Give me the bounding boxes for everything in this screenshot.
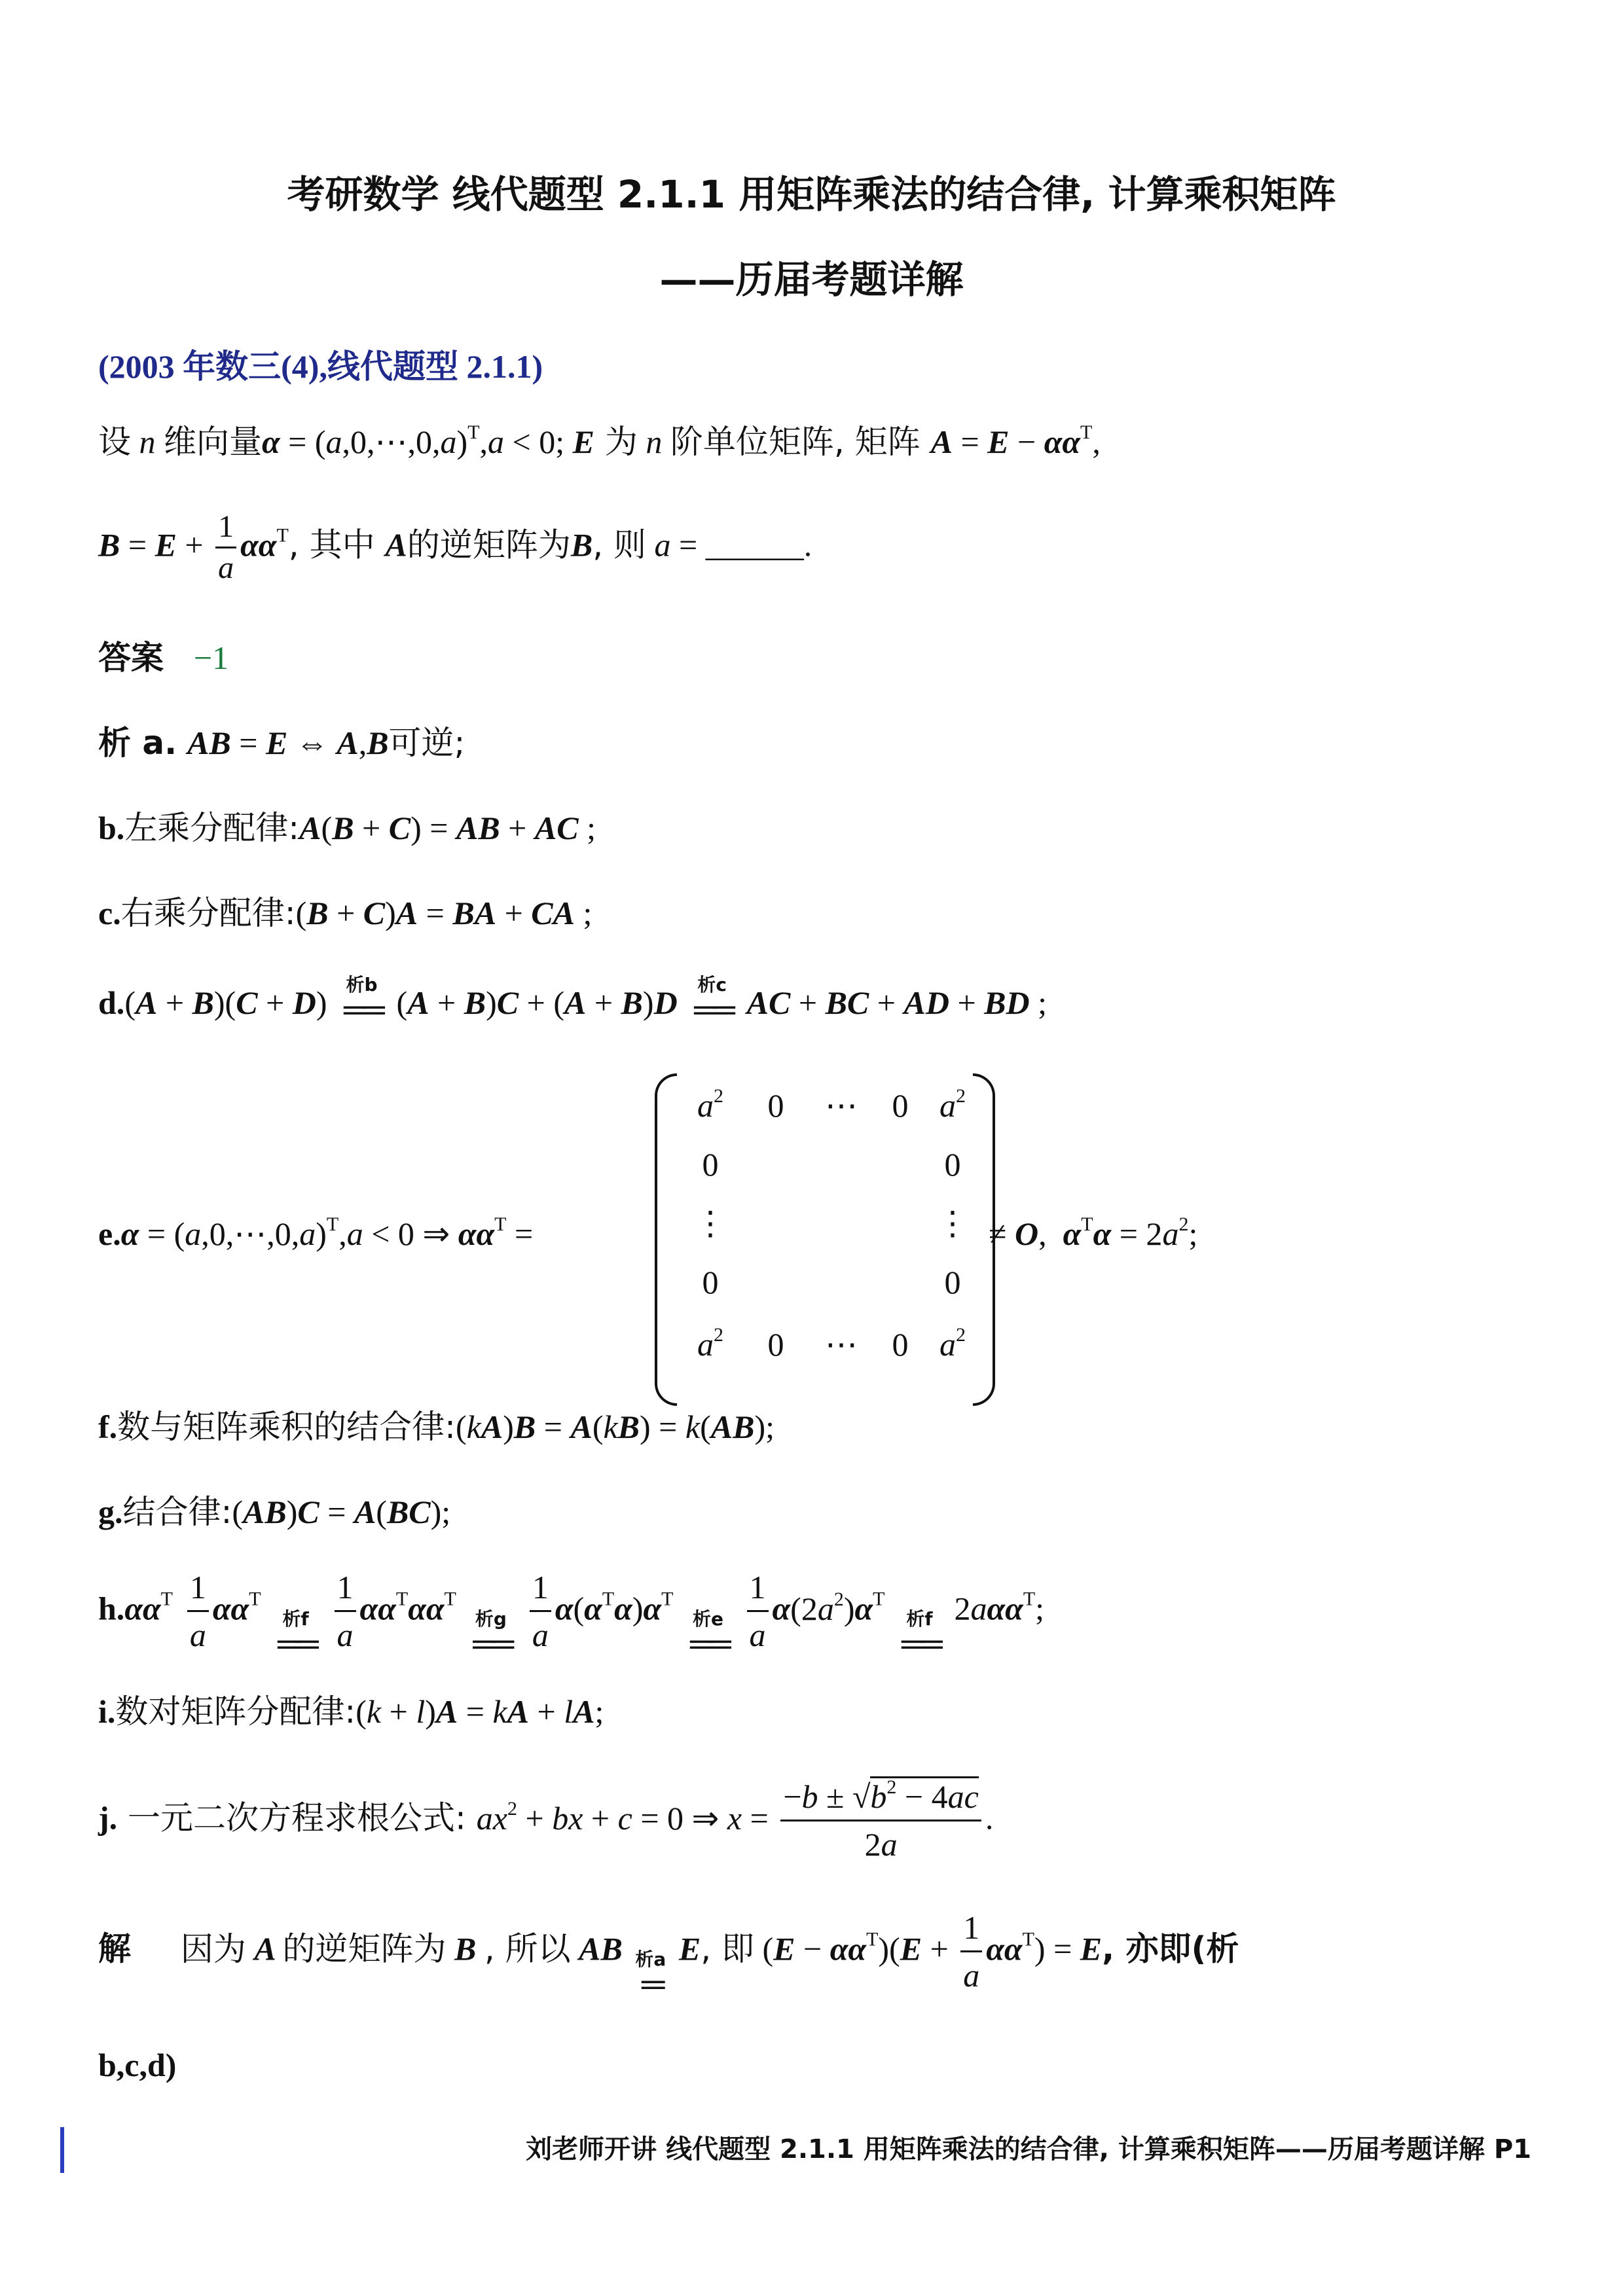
analysis-e: e.α = (a,0,⋯,0,a)$^T$,a < 0 ⇒ $\alpha\alpha^T$ = [98, 1213, 534, 1252]
problem-line-2: B = E + $\frac{1}{a}$ $\alpha\alpha^T$, 其中 A的逆矩阵为B, 则 a = ______. [98, 507, 812, 588]
solution-line-2: b,c,d) [98, 2047, 177, 2083]
analysis-e-tail: ≠ O, $\alpha^T\alpha = 2a^2$; [989, 1213, 1198, 1252]
analysis-d: d.(A + B)(C + D) 析b ══ (A + B)C + (A + B)D 析c ══ AC + BC + AD + BD ; [98, 974, 1048, 1028]
page-footer: 刘老师开讲 线代题型 2.1.1 用矩阵乘法的结合律, 计算乘积矩阵——历届考题详解 P1 [526, 2134, 1531, 2164]
analysis-b: b.左乘分配律:A(B + C) = AB + AC ; [98, 809, 596, 847]
answer-label: 答案 [98, 639, 164, 677]
page-title: 考研数学 线代题型 2.1.1 用矩阵乘法的结合律, 计算乘积矩阵 [287, 172, 1336, 217]
answer-line [98, 638, 228, 677]
answer-value: −1 [193, 639, 229, 676]
problem-source: (2003 年数三(4),线代题型 2.1.1) [98, 348, 543, 385]
problem-line-1: 设 n 维向量α = (a,0,⋯,0,a)$^T$,a < 0; E 为 n 阶单位矩阵, 矩阵 $A = E - \alpha\alpha^T$, [98, 422, 1101, 461]
analysis-j: j. 一元二次方程求根公式: $ax^2$ + bx + c = 0 ⇒ x = $\frac{-b \pm √b^2 - 4ac}{2a}$ . [98, 1774, 993, 1867]
solution-line: 解 因为 A 的逆矩阵为 B , 所以 AB 析a ═ E, 即 $(E - \alpha\alpha^T)(E$ + $\frac{1}{a}$ $\alpha\alpha^T) = E$, 亦即(析 [98, 1909, 1239, 2002]
matrix-alpha-alpha-T: $a^2$ 0 ⋯ 0 $a^2$ 0 0 ⋮ ⋮ 0 0 $a^2$ 0 ⋯ 0 $a^2$ [655, 1073, 995, 1401]
analysis-f: f.数与矩阵乘积的结合律:(kA)B = A(kB) = k(AB); [98, 1408, 775, 1446]
analysis-c: c.右乘分配律:(B + C)A = BA + CA ; [98, 894, 593, 932]
analysis-g: g.结合律:(AB)C = A(BC); [98, 1493, 451, 1531]
analysis-h: $h.\alpha\alpha^T$ $\frac{1}{a}$ $\alpha\alpha^T$ 析f ══ $\frac{1}{a}$ $\alpha\alpha^T\alpha\alpha^T$ 析g ══ $\frac{1}{a}$ $\alpha(\alpha^T\alpha)\alpha^T$ 析e ══ $\frac{1}{a}$ $\alpha(2a^2)\alpha^T$ 析f ══ 2aαα$^T$; [98, 1569, 1045, 1662]
analysis-i: i.数对矩阵分配律:(k + l)A = kA + lA; [98, 1693, 604, 1731]
analysis-a: 析 a. AB = E ⇔ A,B可逆; [98, 724, 465, 762]
page-subtitle: ——历届考题详解 [659, 257, 964, 302]
footer-bar [60, 2127, 64, 2173]
